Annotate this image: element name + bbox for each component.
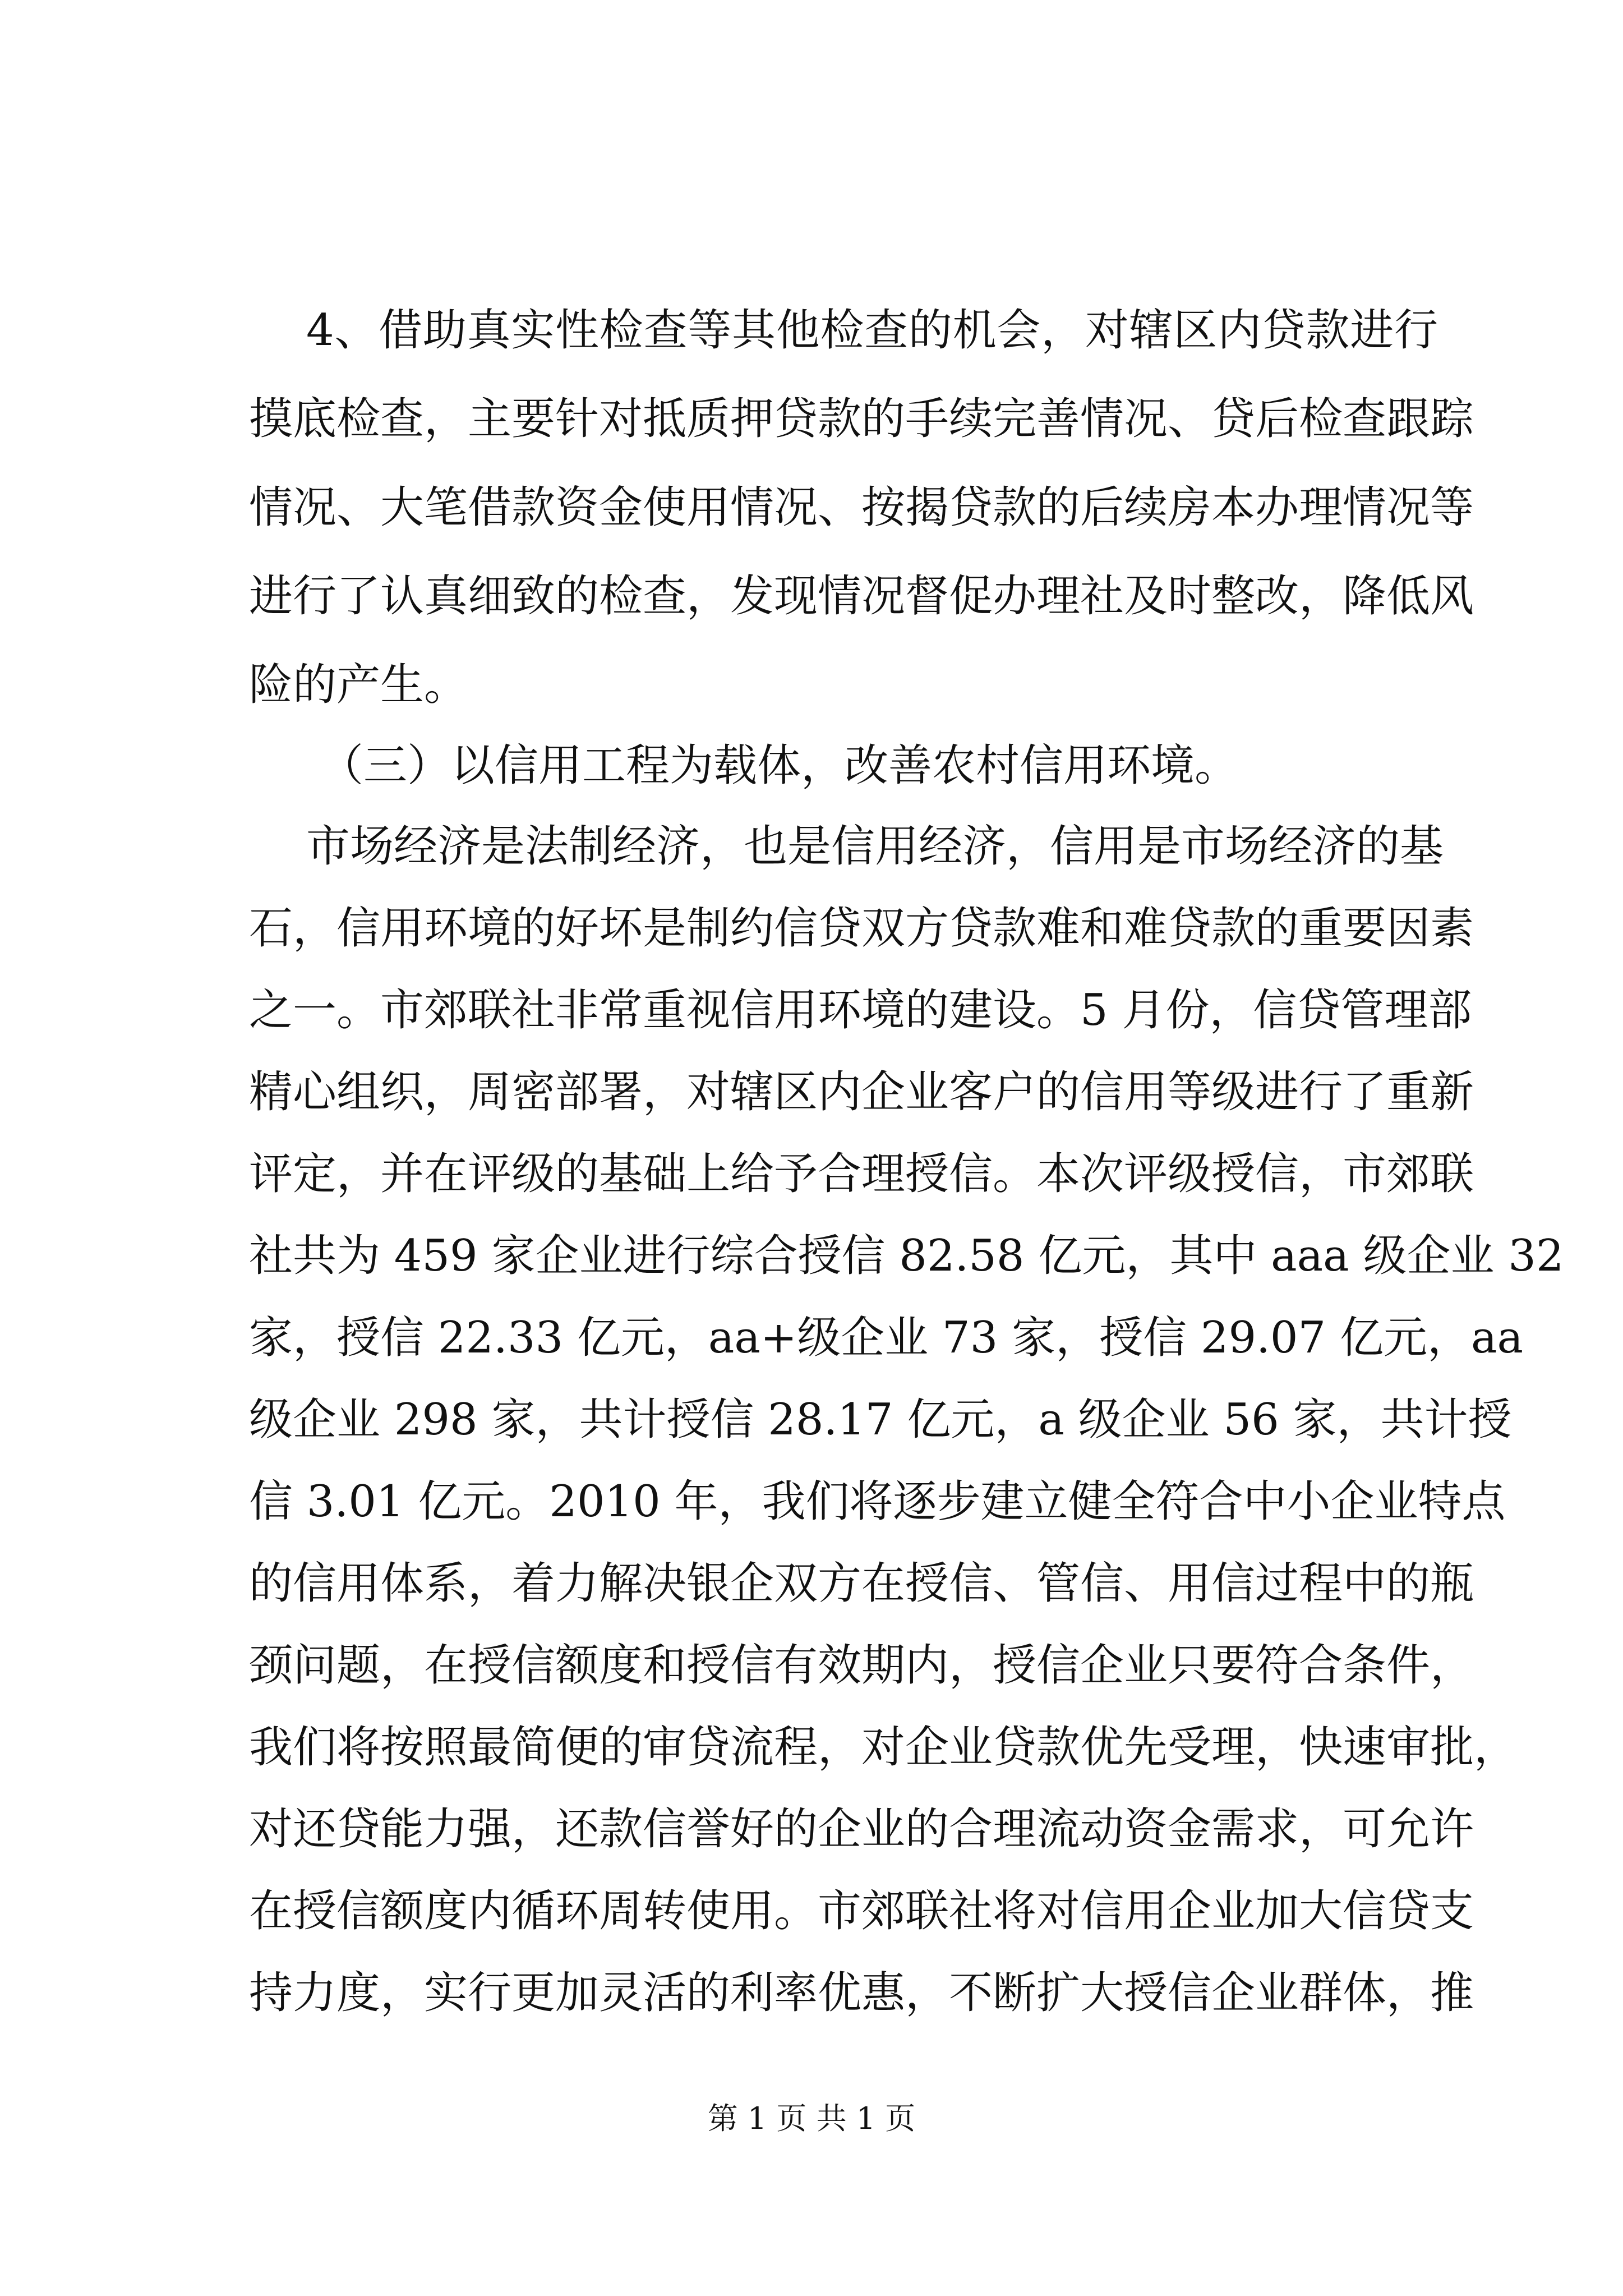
paragraph-text: 石，信用环境的好坏是制约信贷双方贷款难和难贷款的重要因素 (249, 903, 1474, 954)
paragraph-line (0, 476, 1623, 540)
paragraph-line (0, 815, 1623, 879)
paragraph-line (0, 1879, 1623, 1944)
paragraph-line (0, 564, 1623, 629)
paragraph-text: 险的产生。 (249, 660, 468, 710)
paragraph-line (0, 1797, 1623, 1862)
paragraph-text: 信 3.01 亿元。2010 年，我们将逐步建立健全符合中小企业特点 (249, 1476, 1506, 1527)
paragraph-text: 市场经济是法制经济，也是信用经济，信用是市场经济的基 (306, 821, 1444, 872)
paragraph-text: 精心组织，周密部署，对辖区内企业客户的信用等级进行了重新 (249, 1067, 1474, 1117)
paragraph-line (0, 1388, 1623, 1452)
paragraph-line (0, 896, 1623, 961)
paragraph-line (0, 387, 1623, 452)
paragraph-line (0, 1306, 1623, 1370)
paragraph-line (0, 1224, 1623, 1289)
paragraph-text: 之一。市郊联社非常重视信用环境的建设。5 月份，信贷管理部 (249, 985, 1472, 1036)
paragraph-text: 我们将按照最简便的审贷流程，对企业贷款优先受理，快速审批， (249, 1722, 1518, 1773)
paragraph-text: 的信用体系，着力解决银企双方在授信、管信、用信过程中的瓶 (249, 1558, 1474, 1609)
paragraph-text: 情况、大笔借款资金使用情况、按揭贷款的后续房本办理情况等 (249, 482, 1474, 533)
paragraph-line (0, 1961, 1623, 2026)
paragraph-text: 摸底检查，主要针对抵质押贷款的手续完善情况、贷后检查跟踪 (249, 394, 1474, 444)
paragraph-text: 进行了认真细致的检查，发现情况督促办理社及时整改，降低风 (249, 571, 1474, 622)
paragraph-line (0, 1142, 1623, 1207)
paragraph-line (0, 1060, 1623, 1125)
paragraph-line (0, 298, 1623, 363)
paragraph-text: 持力度，实行更加灵活的利率优惠，不断扩大授信企业群体，推 (249, 1968, 1474, 2018)
paragraph-text: 级企业 298 家，共计授信 28.17 亿元，a 级企业 56 家，共计授 (249, 1395, 1512, 1445)
paragraph-line (0, 978, 1623, 1043)
paragraph-line (0, 653, 1623, 717)
section-heading (0, 734, 1623, 798)
paragraph-text: 对还贷能力强，还款信誉好的企业的合理流动资金需求，可允许 (249, 1804, 1474, 1855)
section-heading-text: （三）以信用工程为载体，改善农村信用环境。 (320, 740, 1239, 791)
paragraph-text: 评定，并在评级的基础上给予合理授信。本次评级授信，市郊联 (249, 1149, 1474, 1199)
paragraph-line (0, 1470, 1623, 1534)
page-footer (0, 2099, 1623, 2138)
paragraph-line (0, 1715, 1623, 1780)
paragraph-line (0, 1552, 1623, 1616)
paragraph-text: 4、借助真实性检查等其他检查的机会，对辖区内贷款进行 (306, 305, 1438, 356)
paragraph-line (0, 1634, 1623, 1698)
page-number-label: 第 1 页 共 1 页 (707, 2101, 916, 2136)
paragraph-text: 在授信额度内循环周转使用。市郊联社将对信用企业加大信贷支 (249, 1886, 1474, 1936)
paragraph-text: 家，授信 22.33 亿元，aa+级企业 73 家，授信 29.07 亿元，aa (249, 1313, 1523, 1363)
paragraph-text: 颈问题，在授信额度和授信有效期内，授信企业只要符合条件， (249, 1640, 1474, 1691)
paragraph-text: 社共为 459 家企业进行综合授信 82.58 亿元，其中 aaa 级企业 32 (249, 1231, 1564, 1281)
